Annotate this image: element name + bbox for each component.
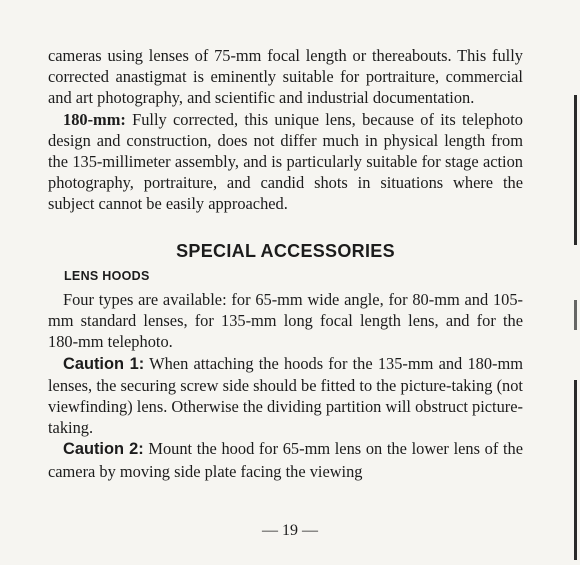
lens-180-paragraph — [48, 109, 523, 215]
body-text — [48, 45, 523, 482]
caution-2-label: Caution 2: — [63, 440, 144, 459]
caution-1-label: Caution 1: — [63, 354, 145, 373]
lens-180-label: 180-mm: — [63, 109, 126, 129]
lens-180-text: Fully corrected, this unique lens, because of its telephoto design and construction, does not differ much in physical length from the 135-millimeter assembly, and is particularly suitable for stage action photography, portraiture, and candid shots in situations where the subject cannot be easily approached. — [48, 109, 523, 214]
hoods-intro-paragraph: Four types are available: for 65-mm wide angle, for 80-mm and 105-mm standard lenses, for 135-mm long focal length lens, and for the 180-mm telephoto. — [48, 290, 523, 352]
section-heading: SPECIAL ACCESSORIES — [176, 240, 395, 261]
sub-heading: LENS HOODS — [64, 268, 150, 283]
scan-edge-mark-bottom — [574, 380, 577, 560]
caution-1-text: When attaching the hoods for the 135-mm and 180-mm lenses, the securing screw side should be fitted to the picture-taking (not viewfinding) lens. Otherwise the dividing partition will obstruct picture-taking. — [48, 353, 523, 438]
intro-paragraph: cameras using lenses of 75-mm focal length or thereabouts. This fully corrected anastigmat is eminently suitable for portraiture, commercial and art photography, and scientific and industrial documentation. — [48, 46, 523, 108]
caution-1-paragraph — [48, 353, 523, 439]
caution-2-text: Mount the hood for 65-mm lens on the lower lens of the camera by moving side plate facing the viewing — [48, 439, 523, 481]
caution-2-paragraph — [48, 438, 523, 481]
scan-edge-mark-mid — [574, 300, 577, 330]
scan-edge-mark-top — [574, 95, 577, 245]
page-number: — 19 — — [262, 522, 318, 539]
